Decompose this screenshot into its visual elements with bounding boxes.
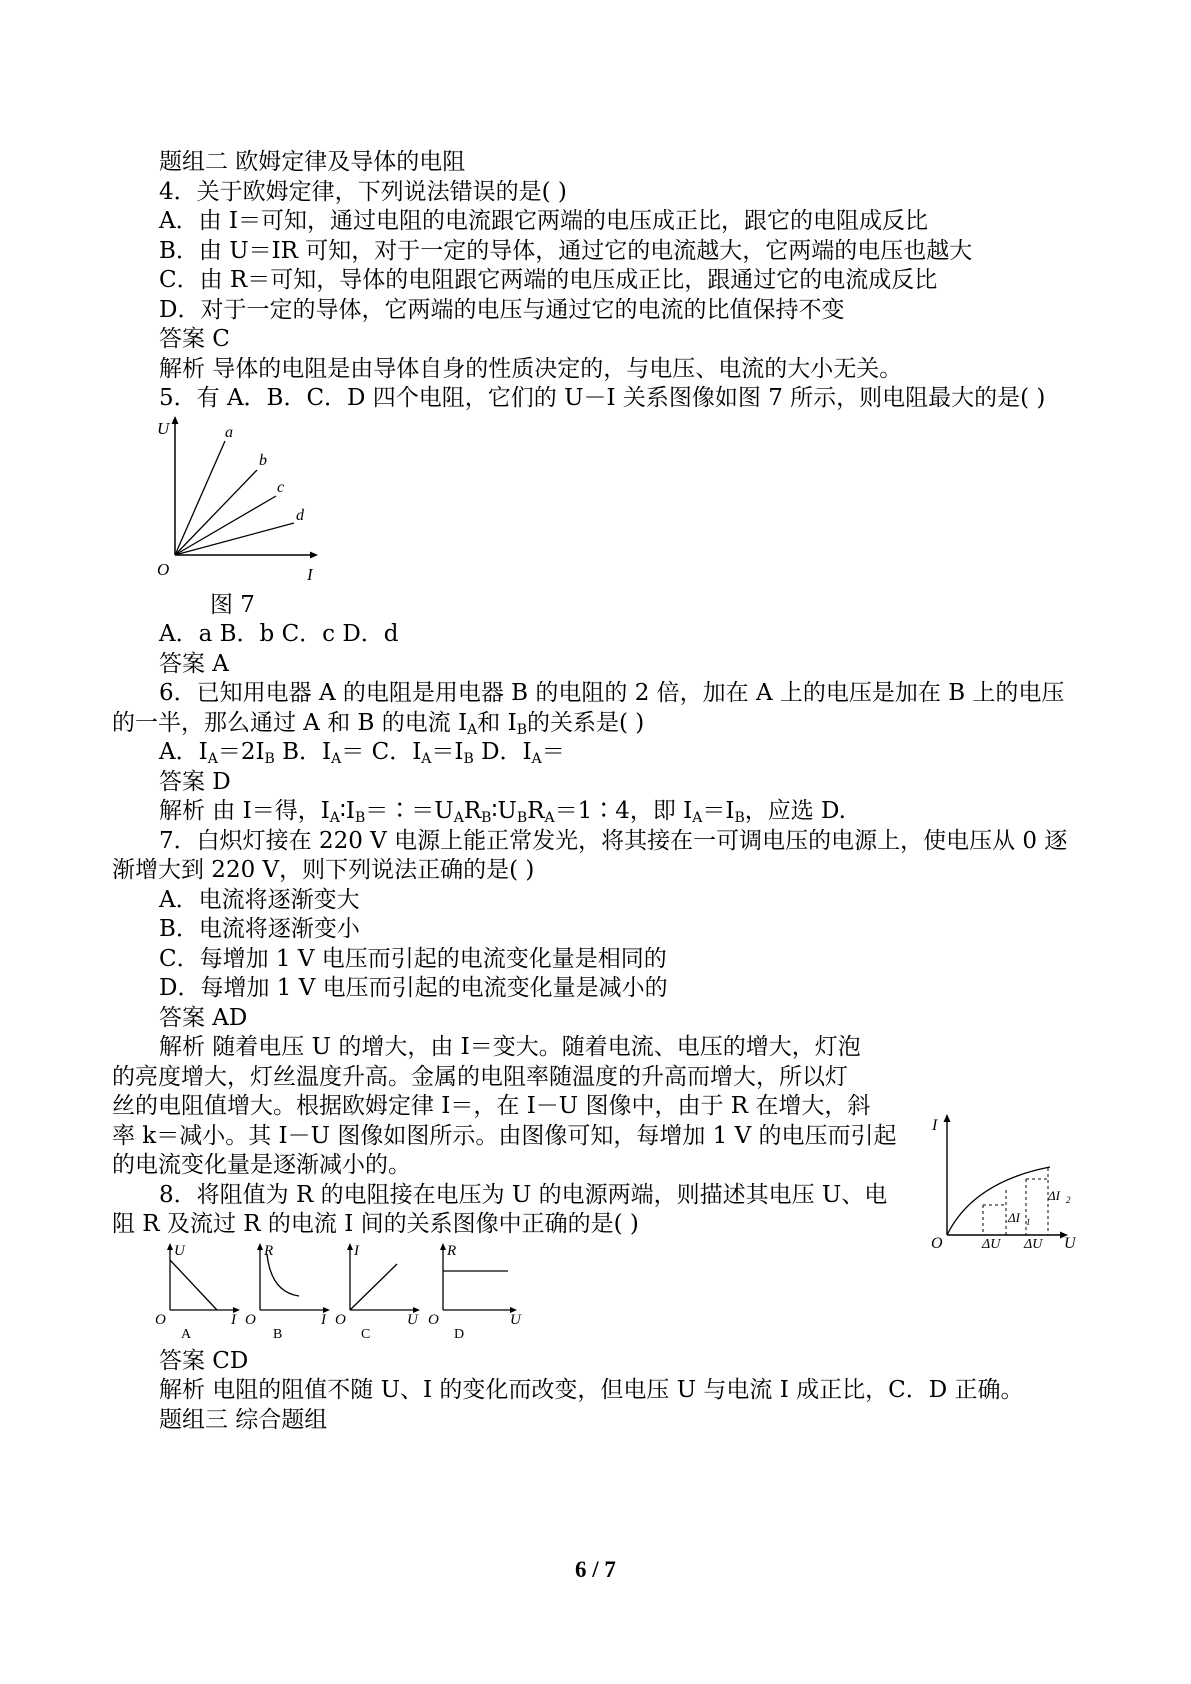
graph-b-label: B xyxy=(273,1327,283,1340)
graph-c-label: C xyxy=(361,1327,371,1340)
q8-graph-b xyxy=(245,1240,335,1340)
q8-answer: 答案 CD xyxy=(159,1348,249,1374)
origin-label: O xyxy=(157,560,170,579)
q7-solution-2: 的亮度增大，灯丝温度升高。金属的电阻率随温度的升高而增大，所以灯 xyxy=(112,1064,848,1090)
q7-solution-1: 解析 随着电压 U 的增大，由 I＝变大。随着电流、电压的增大，灯泡 xyxy=(159,1034,861,1060)
line-label-c: c xyxy=(277,479,285,496)
delta-i-1: ΔI xyxy=(1008,1210,1020,1225)
graph-d-y-label: R xyxy=(447,1243,457,1259)
question-5-stem: 5．有 A．B．C．D 四个电阻，它们的 U－I 关系图像如图 7 所示，则电阻最大的是( ) xyxy=(159,385,1046,411)
page-number: 6 / 7 xyxy=(575,1557,616,1582)
graph-c-y-label: I xyxy=(354,1243,359,1259)
q7-option-b: B．电流将逐渐变小 xyxy=(159,916,360,942)
q7-answer: 答案 AD xyxy=(159,1005,248,1031)
q5-options: A．a B．b C．c D．d xyxy=(159,621,399,647)
iu-axis-i-label: I xyxy=(932,1117,938,1134)
graph-b-y-label: R xyxy=(264,1243,274,1259)
q7-solution-3: 丝的电阻值增大。根据欧姆定律 I＝，在 I－U 图像中，由于 R 在增大，斜 xyxy=(112,1093,871,1119)
axis-i-label: I xyxy=(307,565,313,584)
section-heading: 题组二 欧姆定律及导体的电阻 xyxy=(159,149,466,175)
iu-axis-u-label: U xyxy=(1064,1235,1076,1252)
q8-graph-a xyxy=(155,1240,245,1340)
q8-graph-c xyxy=(335,1240,425,1340)
q4-option-c: C．由 R＝可知，导体的电阻跟它两端的电压成正比，跟通过它的电流成反比 xyxy=(159,267,938,293)
q4-option-a: A．由 I＝可知，通过电阻的电流跟它两端的电压成正比，跟它的电阻成反比 xyxy=(159,208,929,234)
graph-a-y-label: U xyxy=(174,1243,185,1259)
graph-a-origin: O xyxy=(155,1312,166,1328)
question-8-stem-cont: 阻 R 及流过 R 的电流 I 间的关系图像中正确的是( ) xyxy=(112,1211,639,1237)
q7-solution-5: 的电流变化量是逐渐减小的。 xyxy=(112,1152,411,1178)
graph-b-origin: O xyxy=(245,1312,256,1328)
delta-u-1: ΔU xyxy=(982,1237,1001,1252)
q8-solution: 解析 电阻的阻值不随 U、I 的变化而改变，但电压 U 与电流 I 成正比，C．D 正确。 xyxy=(159,1377,1024,1403)
q4-answer: 答案 C xyxy=(159,326,230,352)
iu-origin-label: O xyxy=(931,1235,943,1252)
q6-options: A．$I_A=2I_B$ B．$I_A= C$．$I_A=I_B$ D．$I_A=$ xyxy=(159,739,565,767)
graph-d-origin: O xyxy=(428,1312,439,1328)
line-label-a: a xyxy=(225,424,233,441)
delta-i-2: ΔI xyxy=(1048,1188,1060,1203)
q6-answer: 答案 D xyxy=(159,769,231,795)
delta-u-2: ΔU xyxy=(1024,1237,1043,1252)
graph-a-label: A xyxy=(181,1327,192,1340)
question-4-stem: 4．关于欧姆定律，下列说法错误的是( ) xyxy=(159,179,567,205)
q7-option-a: A．电流将逐渐变大 xyxy=(159,887,360,913)
graph-a-x-label: I xyxy=(231,1312,236,1328)
q4-option-d: D．对于一定的导体，它两端的电压与通过它的电流的比值保持不变 xyxy=(159,297,845,323)
q6-solution: 解析 由 I＝得，$I_A∶I_B=∶=U_AR_B∶U_BR_A=1∶4$，即 $I_A=I_B$，应选 D. xyxy=(159,798,846,826)
question-6-stem: 6．已知用电器 A 的电阻是用电器 B 的电阻的 2 倍，加在 A 上的电压是加在 B 上的电压 xyxy=(159,680,1065,706)
figure-7-ui-graph xyxy=(155,410,330,585)
q7-solution-4: 率 k＝减小。其 I－U 图像如图所示。由图像可知，每增加 1 V 的电压而引起 xyxy=(112,1123,897,1149)
q4-option-b: B．由 U＝IR 可知，对于一定的导体，通过它的电流越大，它两端的电压也越大 xyxy=(159,238,973,264)
graph-c-x-label: U xyxy=(407,1312,418,1328)
axis-u-label: U xyxy=(157,419,170,438)
q5-answer: 答案 A xyxy=(159,651,229,677)
q4-solution: 解析 导体的电阻是由导体自身的性质决定的，与电压、电流的大小无关。 xyxy=(159,356,903,382)
iu-curve-figure xyxy=(928,1110,1076,1252)
q8-graph-d xyxy=(428,1240,528,1340)
figure-7-caption: 图 7 xyxy=(210,592,255,618)
q7-option-d: D．每增加 1 V 电压而引起的电流变化量是减小的 xyxy=(159,975,668,1001)
question-7-stem: 7．白炽灯接在 220 V 电源上能正常发光，将其接在一可调电压的电源上，使电压从 0 逐 xyxy=(159,828,1068,854)
question-6-stem-cont: 的一半，那么通过 A 和 B 的电流 $I_A$和 $I_B$的关系是( ) xyxy=(112,710,645,738)
q7-option-c: C．每增加 1 V 电压而引起的电流变化量是相同的 xyxy=(159,946,667,972)
question-7-stem-cont: 渐增大到 220 V，则下列说法正确的是( ) xyxy=(112,857,535,883)
delta-i-1-sub: 1 xyxy=(1026,1217,1031,1227)
graph-d-label: D xyxy=(454,1327,465,1340)
graph-c-origin: O xyxy=(335,1312,346,1328)
section-heading-3: 题组三 综合题组 xyxy=(159,1407,328,1433)
graph-b-x-label: I xyxy=(321,1312,326,1328)
line-label-b: b xyxy=(259,452,267,469)
delta-i-2-sub: 2 xyxy=(1066,1195,1071,1205)
graph-d-x-label: U xyxy=(510,1312,521,1328)
question-8-stem: 8．将阻值为 R 的电阻接在电压为 U 的电源两端，则描述其电压 U、电 xyxy=(159,1182,888,1208)
line-label-d: d xyxy=(296,507,304,524)
